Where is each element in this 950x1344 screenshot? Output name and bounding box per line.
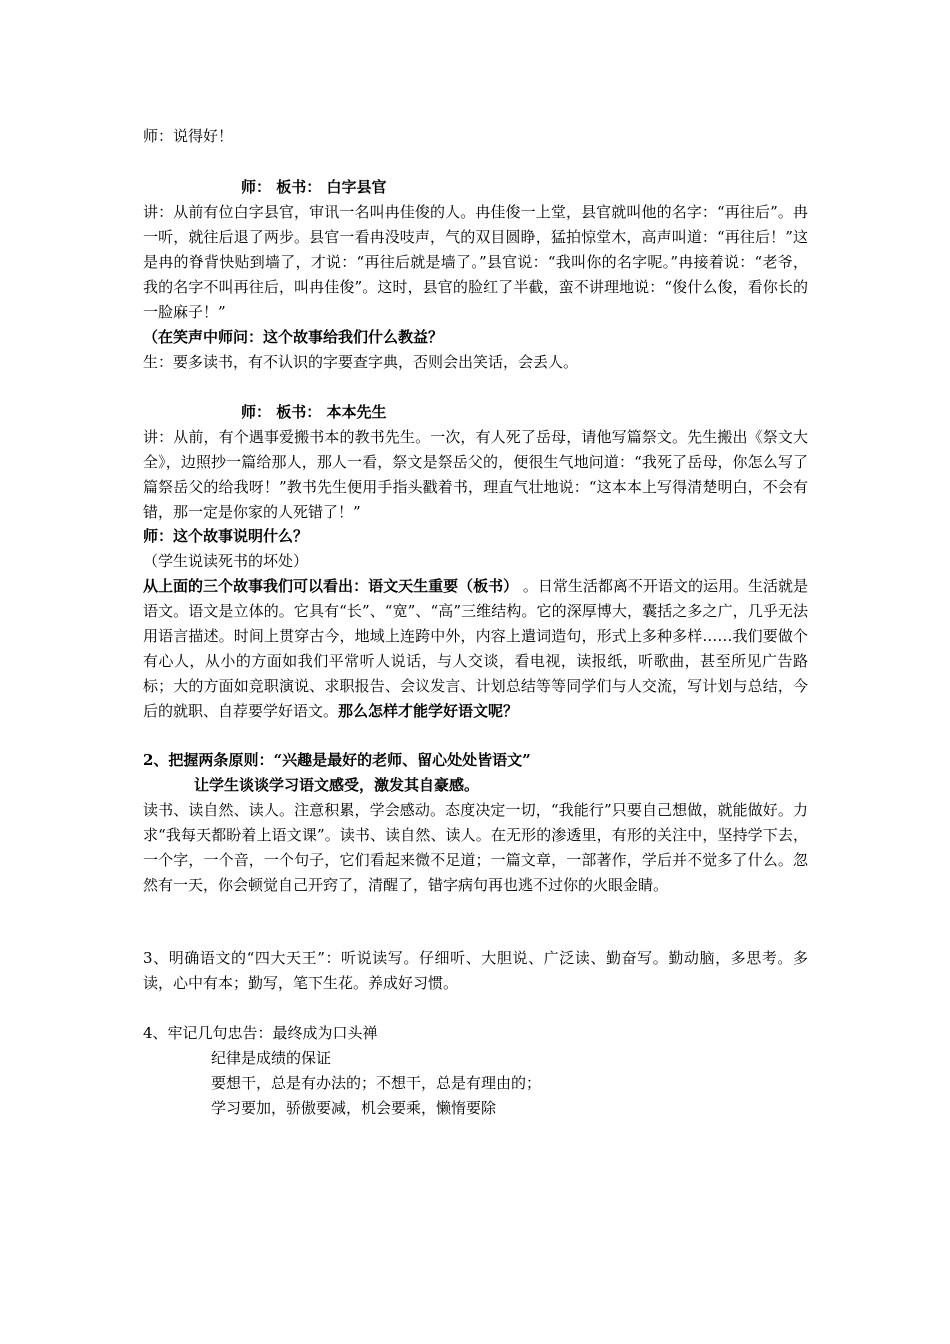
section3-paragraph: 3、明确语文的“四大天王”：听说读写。仔细听、大胆说、广泛读、勤奋写。勤动脑，多思考。多读，心中有本；勤写，笔下生花。养成好习惯。 <box>143 949 808 992</box>
summary-question: 那么怎样才能学好语文呢？ <box>338 702 519 720</box>
story1-answer: 生：要多读书，有不认识的字要查字典，否则会出笑话，会丢人。 <box>143 353 579 371</box>
board-heading-1: 师： 板书： 白字县官 <box>241 178 387 196</box>
section2-subtitle: 让学生谈谈学习语文感受，激发其自豪感。 <box>194 776 480 794</box>
story1-question: （在笑声中师问：这个故事给我们什么教益？ <box>143 328 444 346</box>
motto-item: 纪律是成绩的保证 <box>211 1049 332 1067</box>
motto-item: 学习要加，骄傲要减，机会要乘，懒惰要除 <box>211 1099 497 1117</box>
section2-paragraph: 读书、读自然、读人。注意积累，学会感动。态度决定一切，“我能行”只要自己想做，就能做好。力求“我每天都盼着上语文课”。读书、读自然、读人。在无形的渗透里，有形的关注中，坚持学下去，一个字，一个音，一个句子，它们看起来微不足道；一篇文章，一部著作，学后并不觉多了什么。忽然有一天，你会顿觉自己开窍了，清醒了，错字病句再也逃不过你的火眼金睛。 <box>143 801 808 894</box>
summary-body: 。日常生活都离不开语文的运用。生活就是语文。语文是立体的。它具有“长”、“宽”、“高”三维结构。它的深厚博大，囊括之多之广，几乎无法用语言描述。时间上贯穿古今，地域上连跨中外，内容上遣词造句，形式上多种多样……我们要做个有心人，从小的方面如我们平常听人说话，与人交谈，看电视，读报纸，听歌曲，甚至所见广告路标；大的方面如竞职演说、求职报告、会议发言、计划总结等等同学们与人交流，写计划与总结，今后的就职、自荐要学好语文。 <box>143 577 808 720</box>
teacher-praise-line: 师：说得好！ <box>143 127 234 145</box>
board-heading-2: 师： 板书： 本本先生 <box>241 403 387 421</box>
section2-title: 2、把握两条原则：“兴趣是最好的老师、留心处处皆语文” <box>143 751 531 769</box>
motto-list <box>143 1046 808 1121</box>
summary-paragraph <box>143 574 808 724</box>
story2-question: 师：这个故事说明什么？ <box>143 527 309 545</box>
motto-item: 要想干，总是有办法的；不想干，总是有理由的； <box>211 1074 542 1092</box>
story2-note: （学生说读死书的坏处） <box>143 552 309 570</box>
story2-paragraph: 讲：从前，有个遇事爱搬书本的教书先生。一次，有人死了岳母，请他写篇祭文。先生搬出《祭文大全》，边照抄一篇给那人，那人一看，祭文是祭岳父的，便很生气地问道：“我死了岳母，你怎么写了篇祭岳父的给我呀！”教书先生便用手指头戳着书，理直气壮地说：“这本本上写得清楚明白，不会有错，那一定是你家的人死错了！” <box>143 428 808 521</box>
section4-title: 4、牢记几句忠告：最终成为口头禅 <box>143 1024 378 1042</box>
story1-paragraph: 讲：从前有位白字县官，审讯一名叫冉佳俊的人。冉佳俊一上堂，县官就叫他的名字：“再往后”。冉一听，就往后退了两步。县官一看冉没吱声，气的双目圆睁，猛拍惊堂木，高声叫道：“再往后！”这是冉的脊背快贴到墙了，才说：“再往后就是墙了。”县官说：“我叫你的名字呢。”冉接着说：“老爷，我的名字不叫再往后，叫冉佳俊”。这时，县官的脸红了半截，蛮不讲理地说：“俊什么俊，看你长的一脸麻子！” <box>143 203 808 321</box>
summary-lead: 从上面的三个故事我们可以看出：语文天生重要（板书） <box>143 577 519 595</box>
